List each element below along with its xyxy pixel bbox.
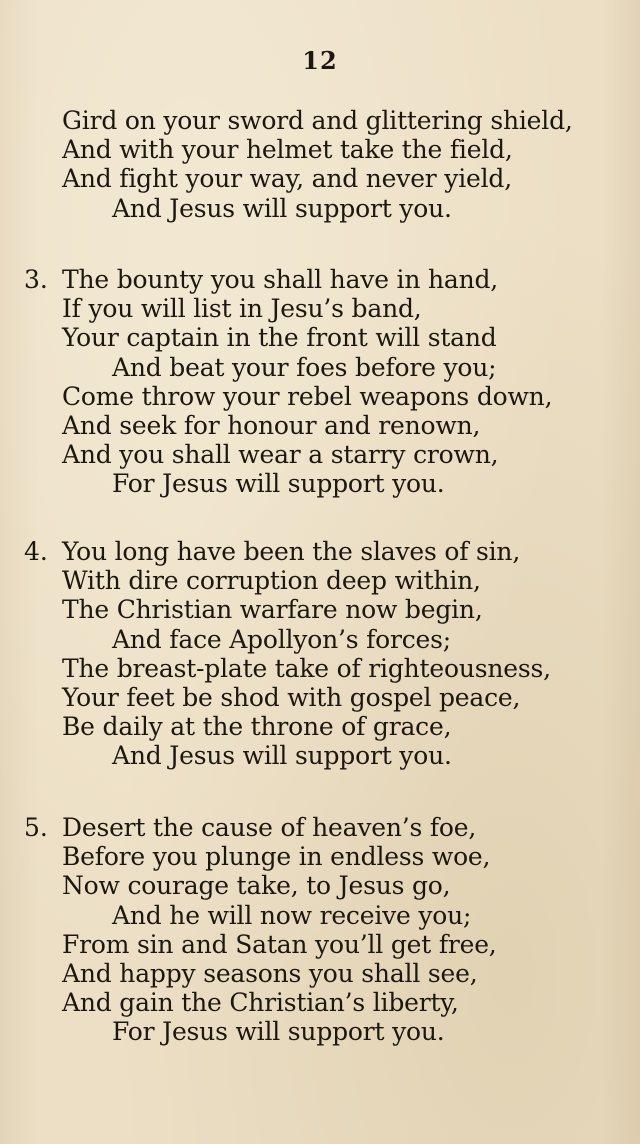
stanza bbox=[24, 265, 622, 499]
stanza bbox=[24, 813, 622, 1047]
verse-line: And happy seasons you shall see, bbox=[62, 959, 478, 989]
verse-line: The bounty you shall have in hand, bbox=[62, 265, 499, 294]
stanza-number: 3. bbox=[24, 265, 48, 294]
verse-line: And with your helmet take the field, bbox=[62, 135, 513, 165]
verse-line: And beat your foes before you; bbox=[112, 352, 497, 382]
stanza bbox=[24, 537, 622, 771]
verse-line: Come throw your rebel weapons down, bbox=[62, 381, 553, 411]
verse-line: Before you plunge in endless woe, bbox=[62, 842, 491, 872]
verse-line: From sin and Satan you’ll get free, bbox=[62, 929, 497, 959]
refrain-line: For Jesus will support you. bbox=[112, 469, 445, 499]
verse-line: With dire corruption deep within, bbox=[62, 566, 481, 596]
verse-line: And gain the Christian’s liberty, bbox=[62, 988, 459, 1018]
verse-line: And seek for honour and renown, bbox=[62, 411, 481, 441]
verse-line: Your feet be shod with gospel peace, bbox=[62, 683, 521, 713]
verse-line: The Christian warfare now begin, bbox=[62, 595, 483, 625]
verse-line: Be daily at the throne of grace, bbox=[62, 712, 452, 742]
refrain-line: And Jesus will support you. bbox=[112, 193, 452, 223]
refrain-line: And Jesus will support you. bbox=[112, 741, 452, 771]
stanza bbox=[62, 106, 622, 223]
page-number: 12 bbox=[302, 46, 338, 75]
stanza-number: 5. bbox=[24, 813, 48, 842]
verse-line: Now courage take, to Jesus go, bbox=[62, 871, 451, 901]
verse-line: You long have been the slaves of sin, bbox=[62, 537, 521, 566]
refrain-line: For Jesus will support you. bbox=[112, 1017, 445, 1047]
verse-line: And face Apollyon’s forces; bbox=[112, 624, 452, 654]
verse-line: And fight your way, and never yield, bbox=[62, 164, 512, 194]
verse-line: Desert the cause of heaven’s foe, bbox=[62, 813, 477, 842]
verse-line: The breast-plate take of righteousness, bbox=[62, 653, 551, 683]
verse-line: Gird on your sword and glittering shield, bbox=[62, 106, 573, 135]
verse-line: And you shall wear a starry crown, bbox=[62, 440, 499, 470]
verse-line: Your captain in the front will stand bbox=[62, 323, 497, 353]
stanza-number: 4. bbox=[24, 537, 48, 566]
verse-line: If you will list in Jesu’s band, bbox=[62, 294, 422, 324]
verse-line: And he will now receive you; bbox=[112, 900, 472, 930]
